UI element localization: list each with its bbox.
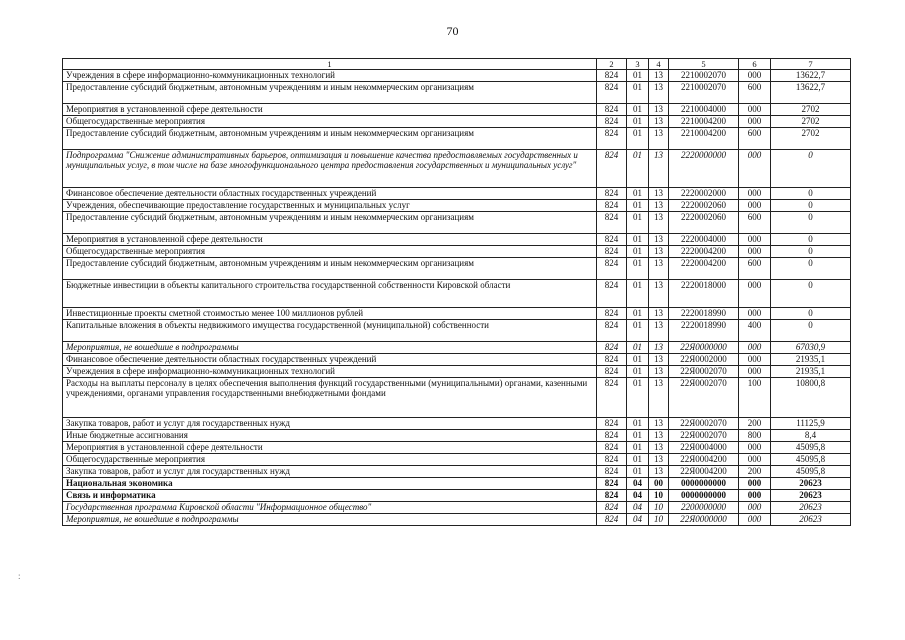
row-target-article: 2220000000 <box>669 150 739 188</box>
row-section-code: 01 <box>627 366 649 378</box>
table-row <box>63 246 851 258</box>
row-section-code: 01 <box>627 258 649 280</box>
row-amount: 10800,8 <box>771 378 851 418</box>
row-description: Финансовое обеспечение деятельности областных государственных учреждений <box>63 354 597 366</box>
row-amount: 45095,8 <box>771 466 851 478</box>
row-ministry-code: 824 <box>597 466 627 478</box>
row-section-code: 01 <box>627 128 649 150</box>
row-expense-type: 600 <box>739 258 771 280</box>
row-description: Бюджетные инвестиции в объекты капитального строительства государственной собственности Кировской области <box>63 280 597 308</box>
row-target-article: 22Я0004200 <box>669 454 739 466</box>
header-cell: 6 <box>739 59 771 70</box>
table-row <box>63 430 851 442</box>
table-row <box>63 212 851 234</box>
row-expense-type: 000 <box>739 104 771 116</box>
row-section-code: 01 <box>627 188 649 200</box>
row-ministry-code: 824 <box>597 188 627 200</box>
row-expense-type: 000 <box>739 116 771 128</box>
row-description: Закупка товаров, работ и услуг для государственных нужд <box>63 418 597 430</box>
row-target-article: 2220018990 <box>669 320 739 342</box>
table-row <box>63 366 851 378</box>
header-cell: 1 <box>63 59 597 70</box>
row-expense-type: 100 <box>739 378 771 418</box>
row-description: Учреждения, обеспечивающие предоставление государственных и муниципальных услуг <box>63 200 597 212</box>
table-row <box>63 70 851 82</box>
row-target-article: 2210004000 <box>669 104 739 116</box>
row-amount: 13622,7 <box>771 70 851 82</box>
row-expense-type: 600 <box>739 128 771 150</box>
row-section-code: 01 <box>627 200 649 212</box>
row-expense-type: 200 <box>739 466 771 478</box>
row-description: Расходы на выплаты персоналу в целях обеспечения выполнения функций государственными (муниципальными) органами, казенными учреждениями, органами управления государственными внебюджетными фондами <box>63 378 597 418</box>
row-amount: 2702 <box>771 116 851 128</box>
row-section-code: 01 <box>627 454 649 466</box>
row-amount: 0 <box>771 200 851 212</box>
table-row <box>63 258 851 280</box>
row-subsection-code: 13 <box>649 116 669 128</box>
row-amount: 20623 <box>771 514 851 526</box>
row-section-code: 01 <box>627 246 649 258</box>
row-target-article: 2220004200 <box>669 246 739 258</box>
table-row <box>63 466 851 478</box>
row-subsection-code: 00 <box>649 478 669 490</box>
row-ministry-code: 824 <box>597 258 627 280</box>
row-target-article: 2200000000 <box>669 502 739 514</box>
row-expense-type: 000 <box>739 150 771 188</box>
row-section-code: 01 <box>627 308 649 320</box>
row-expense-type: 600 <box>739 82 771 104</box>
row-amount: 45095,8 <box>771 454 851 466</box>
row-ministry-code: 824 <box>597 200 627 212</box>
row-ministry-code: 824 <box>597 366 627 378</box>
row-target-article: 22Я0004200 <box>669 466 739 478</box>
row-ministry-code: 824 <box>597 280 627 308</box>
row-subsection-code: 13 <box>649 70 669 82</box>
row-ministry-code: 824 <box>597 150 627 188</box>
table-row <box>63 128 851 150</box>
row-section-code: 01 <box>627 430 649 442</box>
table-row <box>63 234 851 246</box>
row-ministry-code: 824 <box>597 514 627 526</box>
row-section-code: 01 <box>627 418 649 430</box>
table-row <box>63 502 851 514</box>
budget-table <box>62 58 851 526</box>
table-row <box>63 442 851 454</box>
table-header-row <box>63 59 851 70</box>
table-row <box>63 150 851 188</box>
row-target-article: 2220018000 <box>669 280 739 308</box>
row-description: Инвестиционные проекты сметной стоимостью менее 100 миллионов рублей <box>63 308 597 320</box>
row-section-code: 04 <box>627 478 649 490</box>
table-row <box>63 514 851 526</box>
row-amount: 0 <box>771 150 851 188</box>
row-target-article: 2210004200 <box>669 128 739 150</box>
row-subsection-code: 13 <box>649 246 669 258</box>
row-ministry-code: 824 <box>597 246 627 258</box>
row-target-article: 0000000000 <box>669 490 739 502</box>
row-amount: 0 <box>771 234 851 246</box>
row-ministry-code: 824 <box>597 320 627 342</box>
row-section-code: 01 <box>627 104 649 116</box>
row-amount: 0 <box>771 212 851 234</box>
row-subsection-code: 13 <box>649 454 669 466</box>
table-row <box>63 82 851 104</box>
row-section-code: 01 <box>627 342 649 354</box>
row-expense-type: 000 <box>739 188 771 200</box>
side-mark: : <box>18 571 21 581</box>
row-ministry-code: 824 <box>597 104 627 116</box>
row-amount: 11125,9 <box>771 418 851 430</box>
row-description: Национальная экономика <box>63 478 597 490</box>
row-subsection-code: 10 <box>649 514 669 526</box>
row-description: Подпрограмма "Снижение административных барьеров, оптимизация и повышение качества предоставляемых государственных и муниципальных услуг, в том числе на базе многофункционального центра предоставления государственных и муниципальных услуг" <box>63 150 597 188</box>
page-number: 70 <box>446 24 459 38</box>
row-description: Общегосударственные мероприятия <box>63 246 597 258</box>
row-amount: 45095,8 <box>771 442 851 454</box>
row-description: Предоставление субсидий бюджетным, автономным учреждениям и иным некоммерческим организациям <box>63 258 597 280</box>
row-expense-type: 800 <box>739 430 771 442</box>
row-expense-type: 000 <box>739 514 771 526</box>
row-subsection-code: 13 <box>649 200 669 212</box>
row-amount: 0 <box>771 258 851 280</box>
row-section-code: 01 <box>627 150 649 188</box>
row-amount: 0 <box>771 320 851 342</box>
row-section-code: 01 <box>627 234 649 246</box>
row-target-article: 2210004200 <box>669 116 739 128</box>
row-section-code: 01 <box>627 378 649 418</box>
row-amount: 21935,1 <box>771 354 851 366</box>
row-subsection-code: 13 <box>649 128 669 150</box>
row-section-code: 01 <box>627 466 649 478</box>
header-cell: 7 <box>771 59 851 70</box>
row-target-article: 2220002060 <box>669 200 739 212</box>
row-expense-type: 000 <box>739 502 771 514</box>
row-expense-type: 400 <box>739 320 771 342</box>
table-row <box>63 418 851 430</box>
header-cell: 3 <box>627 59 649 70</box>
row-expense-type: 000 <box>739 442 771 454</box>
row-expense-type: 200 <box>739 418 771 430</box>
row-expense-type: 000 <box>739 70 771 82</box>
row-description: Предоставление субсидий бюджетным, автономным учреждениям и иным некоммерческим организациям <box>63 212 597 234</box>
header-cell: 4 <box>649 59 669 70</box>
table-row <box>63 378 851 418</box>
row-expense-type: 000 <box>739 234 771 246</box>
row-amount: 0 <box>771 308 851 320</box>
row-description: Закупка товаров, работ и услуг для государственных нужд <box>63 466 597 478</box>
row-expense-type: 000 <box>739 354 771 366</box>
row-description: Финансовое обеспечение деятельности областных государственных учреждений <box>63 188 597 200</box>
row-target-article: 2220002000 <box>669 188 739 200</box>
row-subsection-code: 13 <box>649 212 669 234</box>
row-target-article: 2220004200 <box>669 258 739 280</box>
row-subsection-code: 10 <box>649 502 669 514</box>
table-row <box>63 308 851 320</box>
row-description: Иные бюджетные ассигнования <box>63 430 597 442</box>
row-subsection-code: 13 <box>649 258 669 280</box>
row-subsection-code: 13 <box>649 366 669 378</box>
row-description: Капитальные вложения в объекты недвижимого имущества государственной (муниципальной) собственности <box>63 320 597 342</box>
row-target-article: 22Я0002070 <box>669 430 739 442</box>
row-ministry-code: 824 <box>597 418 627 430</box>
row-target-article: 2220004000 <box>669 234 739 246</box>
table-row <box>63 104 851 116</box>
row-subsection-code: 13 <box>649 418 669 430</box>
row-ministry-code: 824 <box>597 478 627 490</box>
row-target-article: 22Я0002070 <box>669 366 739 378</box>
row-amount: 20623 <box>771 490 851 502</box>
row-description: Государственная программа Кировской области "Информационное общество" <box>63 502 597 514</box>
row-ministry-code: 824 <box>597 430 627 442</box>
row-description: Общегосударственные мероприятия <box>63 116 597 128</box>
table-row <box>63 280 851 308</box>
header-cell: 2 <box>597 59 627 70</box>
row-ministry-code: 824 <box>597 490 627 502</box>
row-target-article: 22Я0002070 <box>669 378 739 418</box>
row-description: Общегосударственные мероприятия <box>63 454 597 466</box>
row-section-code: 04 <box>627 514 649 526</box>
row-amount: 8,4 <box>771 430 851 442</box>
table-row <box>63 478 851 490</box>
row-subsection-code: 13 <box>649 320 669 342</box>
row-amount: 13622,7 <box>771 82 851 104</box>
row-section-code: 04 <box>627 502 649 514</box>
row-subsection-code: 13 <box>649 442 669 454</box>
row-expense-type: 000 <box>739 342 771 354</box>
row-section-code: 01 <box>627 280 649 308</box>
row-target-article: 2210002070 <box>669 70 739 82</box>
row-description: Мероприятия, не вошедшие в подпрограммы <box>63 342 597 354</box>
row-subsection-code: 13 <box>649 234 669 246</box>
row-target-article: 0000000000 <box>669 478 739 490</box>
row-description: Предоставление субсидий бюджетным, автономным учреждениям и иным некоммерческим организациям <box>63 128 597 150</box>
row-expense-type: 600 <box>739 212 771 234</box>
row-amount: 67030,9 <box>771 342 851 354</box>
row-ministry-code: 824 <box>597 70 627 82</box>
row-ministry-code: 824 <box>597 354 627 366</box>
row-amount: 20623 <box>771 478 851 490</box>
row-expense-type: 000 <box>739 280 771 308</box>
row-subsection-code: 13 <box>649 188 669 200</box>
row-description: Связь и информатика <box>63 490 597 502</box>
row-target-article: 22Я0004000 <box>669 442 739 454</box>
row-target-article: 22Я0002070 <box>669 418 739 430</box>
row-target-article: 22Я0000000 <box>669 514 739 526</box>
row-subsection-code: 13 <box>649 150 669 188</box>
row-amount: 0 <box>771 280 851 308</box>
row-expense-type: 000 <box>739 490 771 502</box>
row-subsection-code: 13 <box>649 280 669 308</box>
row-ministry-code: 824 <box>597 442 627 454</box>
table-row <box>63 490 851 502</box>
row-description: Мероприятия в установленной сфере деятельности <box>63 442 597 454</box>
row-section-code: 01 <box>627 70 649 82</box>
row-subsection-code: 13 <box>649 430 669 442</box>
row-description: Предоставление субсидий бюджетным, автономным учреждениям и иным некоммерческим организациям <box>63 82 597 104</box>
table-row <box>63 188 851 200</box>
row-ministry-code: 824 <box>597 342 627 354</box>
row-amount: 2702 <box>771 104 851 116</box>
row-ministry-code: 824 <box>597 378 627 418</box>
row-description: Мероприятия, не вошедшие в подпрограммы <box>63 514 597 526</box>
header-cell: 5 <box>669 59 739 70</box>
table-row <box>63 354 851 366</box>
row-description: Мероприятия в установленной сфере деятельности <box>63 234 597 246</box>
row-section-code: 01 <box>627 212 649 234</box>
row-description: Мероприятия в установленной сфере деятельности <box>63 104 597 116</box>
row-target-article: 2220018990 <box>669 308 739 320</box>
row-description: Учреждения в сфере информационно-коммуникационных технологий <box>63 366 597 378</box>
row-expense-type: 000 <box>739 454 771 466</box>
row-ministry-code: 824 <box>597 454 627 466</box>
table-row <box>63 342 851 354</box>
row-section-code: 04 <box>627 490 649 502</box>
row-amount: 2702 <box>771 128 851 150</box>
row-expense-type: 000 <box>739 200 771 212</box>
row-amount: 21935,1 <box>771 366 851 378</box>
row-expense-type: 000 <box>739 246 771 258</box>
row-target-article: 2220002060 <box>669 212 739 234</box>
table-row <box>63 320 851 342</box>
row-ministry-code: 824 <box>597 308 627 320</box>
row-section-code: 01 <box>627 82 649 104</box>
table-row <box>63 200 851 212</box>
row-subsection-code: 13 <box>649 104 669 116</box>
row-ministry-code: 824 <box>597 212 627 234</box>
row-section-code: 01 <box>627 320 649 342</box>
row-subsection-code: 10 <box>649 490 669 502</box>
row-subsection-code: 13 <box>649 466 669 478</box>
row-subsection-code: 13 <box>649 342 669 354</box>
row-amount: 0 <box>771 188 851 200</box>
row-description: Учреждения в сфере информационно-коммуникационных технологий <box>63 70 597 82</box>
row-amount: 0 <box>771 246 851 258</box>
row-ministry-code: 824 <box>597 502 627 514</box>
row-ministry-code: 824 <box>597 82 627 104</box>
row-section-code: 01 <box>627 442 649 454</box>
table-row <box>63 454 851 466</box>
table-row <box>63 116 851 128</box>
row-ministry-code: 824 <box>597 116 627 128</box>
row-target-article: 22Я0000000 <box>669 342 739 354</box>
row-subsection-code: 13 <box>649 354 669 366</box>
row-target-article: 2210002070 <box>669 82 739 104</box>
row-amount: 20623 <box>771 502 851 514</box>
row-subsection-code: 13 <box>649 82 669 104</box>
row-section-code: 01 <box>627 354 649 366</box>
row-expense-type: 000 <box>739 478 771 490</box>
row-expense-type: 000 <box>739 366 771 378</box>
row-section-code: 01 <box>627 116 649 128</box>
row-expense-type: 000 <box>739 308 771 320</box>
row-subsection-code: 13 <box>649 308 669 320</box>
row-target-article: 22Я0002000 <box>669 354 739 366</box>
row-ministry-code: 824 <box>597 128 627 150</box>
row-subsection-code: 13 <box>649 378 669 418</box>
row-ministry-code: 824 <box>597 234 627 246</box>
